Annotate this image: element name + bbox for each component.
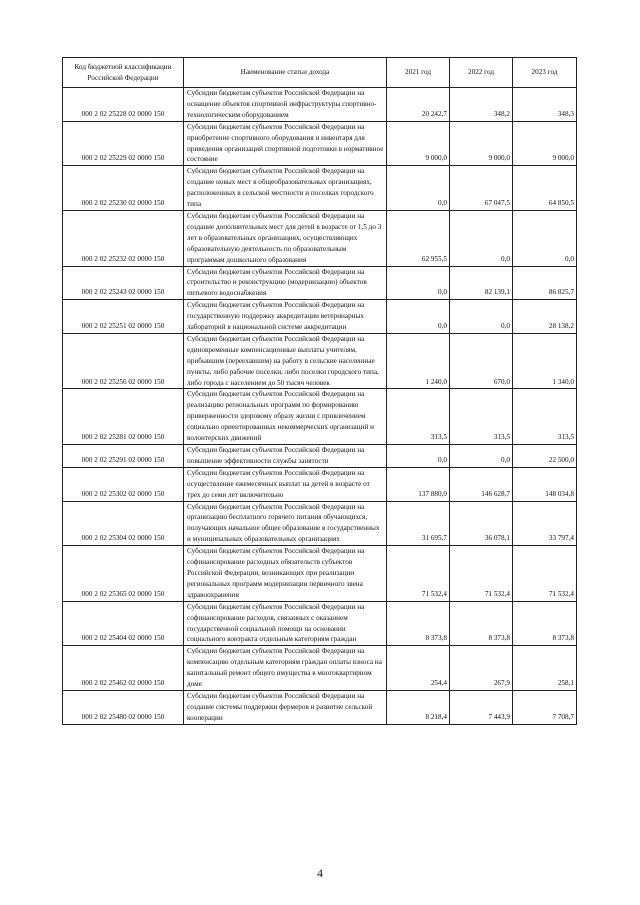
row-name: Субсидии бюджетам субъектов Российской Федерации на софинансирование расходных обязательств субъектов Российской Федерации, возникающих при реализации региональных программ модернизации первичного звена здравоохранения	[184, 546, 387, 602]
row-2022: 9 000,0	[450, 121, 513, 166]
table-header-row	[63, 58, 577, 88]
row-2022: 7 443,9	[450, 690, 513, 724]
row-2023: 8 373,8	[513, 601, 577, 646]
row-2022: 313,5	[450, 389, 513, 445]
row-code: 000 2 02 25302 02 0000 150	[63, 467, 184, 501]
row-name: Субсидии бюджетам субъектов Российской Федерации на осуществление ежемесячных выплат на детей в возрасте от трех до семи лет включительно	[184, 467, 387, 501]
row-2021: 0,0	[387, 166, 450, 211]
row-code: 000 2 02 25256 02 0000 150	[63, 333, 184, 389]
table-row	[63, 546, 577, 602]
row-2021: 313,5	[387, 389, 450, 445]
table-row	[63, 445, 577, 468]
row-code: 000 2 02 25480 02 0000 150	[63, 690, 184, 724]
row-2022: 82 139,1	[450, 266, 513, 300]
row-2023: 258,1	[513, 646, 577, 691]
row-2021: 137 880,9	[387, 467, 450, 501]
budget-revenue-table	[62, 57, 577, 725]
row-code: 000 2 02 25229 02 0000 150	[63, 121, 184, 166]
row-2023: 9 000,0	[513, 121, 577, 166]
row-code: 000 2 02 25232 02 0000 150	[63, 210, 184, 266]
row-name: Субсидии бюджетам субъектов Российской Федерации на строительство и реконструкцию (модернизацию) объектов питьевого водоснабжения	[184, 266, 387, 300]
row-2023: 348,3	[513, 88, 577, 122]
header-2021: 2021 год	[387, 58, 450, 88]
header-name: Наименование статьи дохода	[184, 58, 387, 88]
row-name: Субсидии бюджетам субъектов Российской Федерации на реализацию региональных программ по формированию приверженности здоровому образу жизни с привлечением социально ориентированных некоммерческих организаций и волонтерских движений	[184, 389, 387, 445]
row-code: 000 2 02 25281 02 0000 150	[63, 389, 184, 445]
row-2022: 0,0	[450, 300, 513, 334]
row-2023: 64 850,5	[513, 166, 577, 211]
row-code: 000 2 02 25304 02 0000 150	[63, 501, 184, 546]
row-2022: 0,0	[450, 210, 513, 266]
row-2022: 0,0	[450, 445, 513, 468]
row-name: Субсидии бюджетам субъектов Российской Федерации на компенсацию отдельным категориям граждан оплаты взноса на капитальный ремонт общего имущества в многоквартирном доме	[184, 646, 387, 691]
table-row	[63, 690, 577, 724]
row-2023: 22 500,0	[513, 445, 577, 468]
row-name: Субсидии бюджетам субъектов Российской Федерации на оснащение объектов спортивной инфраструктуры спортивно-технологическим оборудованием	[184, 88, 387, 122]
header-2023: 2023 год	[513, 58, 577, 88]
row-2022: 267,9	[450, 646, 513, 691]
row-name: Субсидии бюджетам субъектов Российской Федерации на создание дополнительных мест для детей в возрасте от 1,5 до 3 лет в образовательных организациях, осуществляющих образовательную деятельность по образовательным программам дошкольного образования	[184, 210, 387, 266]
row-2023: 1 340,0	[513, 333, 577, 389]
row-2021: 31 695,7	[387, 501, 450, 546]
budget-table-sheet	[62, 57, 576, 725]
row-2021: 71 532,4	[387, 546, 450, 602]
row-2021: 254,4	[387, 646, 450, 691]
header-2022: 2022 год	[450, 58, 513, 88]
row-code: 000 2 02 25243 02 0000 150	[63, 266, 184, 300]
page-number: 4	[317, 866, 323, 880]
row-2023: 313,5	[513, 389, 577, 445]
row-name: Субсидии бюджетам субъектов Российской Федерации на повышение эффективности службы занятости	[184, 445, 387, 468]
row-code: 000 2 02 25462 02 0000 150	[63, 646, 184, 691]
row-code: 000 2 02 25230 02 0000 150	[63, 166, 184, 211]
row-2023: 28 138,2	[513, 300, 577, 334]
row-2021: 62 955,5	[387, 210, 450, 266]
table-row	[63, 333, 577, 389]
table-body	[63, 88, 577, 725]
row-2021: 1 240,0	[387, 333, 450, 389]
row-2023: 0,0	[513, 210, 577, 266]
row-2022: 146 628,7	[450, 467, 513, 501]
row-2021: 8 218,4	[387, 690, 450, 724]
row-2023: 33 797,4	[513, 501, 577, 546]
row-2023: 148 034,8	[513, 467, 577, 501]
row-2022: 670,0	[450, 333, 513, 389]
table-row	[63, 501, 577, 546]
row-code: 000 2 02 25404 02 0000 150	[63, 601, 184, 646]
row-name: Субсидии бюджетам субъектов Российской Федерации на создание новых мест в общеобразовательных организациях, расположенных в сельской местности и поселках городского типа	[184, 166, 387, 211]
row-2022: 71 532,4	[450, 546, 513, 602]
row-2022: 8 373,8	[450, 601, 513, 646]
row-2021: 20 242,7	[387, 88, 450, 122]
row-2023: 71 532,4	[513, 546, 577, 602]
row-name: Субсидии бюджетам субъектов Российской Федерации на создание системы поддержки фермеров и развитие сельской кооперации	[184, 690, 387, 724]
row-name: Субсидии бюджетам субъектов Российской Федерации на приобретение спортивного оборудования и инвентаря для приведения организаций спортивной подготовки в нормативное состояние	[184, 121, 387, 166]
table-row	[63, 389, 577, 445]
row-code: 000 2 02 25228 02 0000 150	[63, 88, 184, 122]
row-2022: 348,2	[450, 88, 513, 122]
table-row	[63, 88, 577, 122]
row-2021: 8 373,8	[387, 601, 450, 646]
row-2021: 0,0	[387, 300, 450, 334]
row-name: Субсидии бюджетам субъектов Российской Федерации на организацию бесплатного горячего питания обучающихся, получающих начальное общее образование в государственных и муниципальных образовательных организациях	[184, 501, 387, 546]
row-2021: 0,0	[387, 445, 450, 468]
row-2023: 7 708,7	[513, 690, 577, 724]
table-row	[63, 300, 577, 334]
row-name: Субсидии бюджетам субъектов Российской Федерации на единовременные компенсационные выплаты учителям, прибывшим (переехавшим) на работу в сельские населенные пункты, либо рабочие поселки, либо поселки городского типа, либо города с населением до 50 тысяч человек	[184, 333, 387, 389]
table-row	[63, 210, 577, 266]
row-code: 000 2 02 25291 02 0000 150	[63, 445, 184, 468]
row-2021: 9 000,0	[387, 121, 450, 166]
row-2021: 0,0	[387, 266, 450, 300]
row-name: Субсидии бюджетам субъектов Российской Федерации на государственную поддержку аккредитации ветеринарных лабораторий в национальной системе аккредитации	[184, 300, 387, 334]
table-row	[63, 467, 577, 501]
row-2022: 67 047,5	[450, 166, 513, 211]
row-2023: 86 825,7	[513, 266, 577, 300]
row-2022: 36 078,1	[450, 501, 513, 546]
row-code: 000 2 02 25365 02 0000 150	[63, 546, 184, 602]
header-code: Код бюджетной классификации Российской Федерации	[63, 58, 184, 88]
table-row	[63, 266, 577, 300]
table-row	[63, 166, 577, 211]
table-row	[63, 646, 577, 691]
table-row	[63, 121, 577, 166]
table-row	[63, 601, 577, 646]
row-name: Субсидии бюджетам субъектов Российской Федерации на софинансирование расходов, связанных с оказанием государственной социальной помощи на основании социального контракта отдельным категориям граждан	[184, 601, 387, 646]
row-code: 000 2 02 25251 02 0000 150	[63, 300, 184, 334]
